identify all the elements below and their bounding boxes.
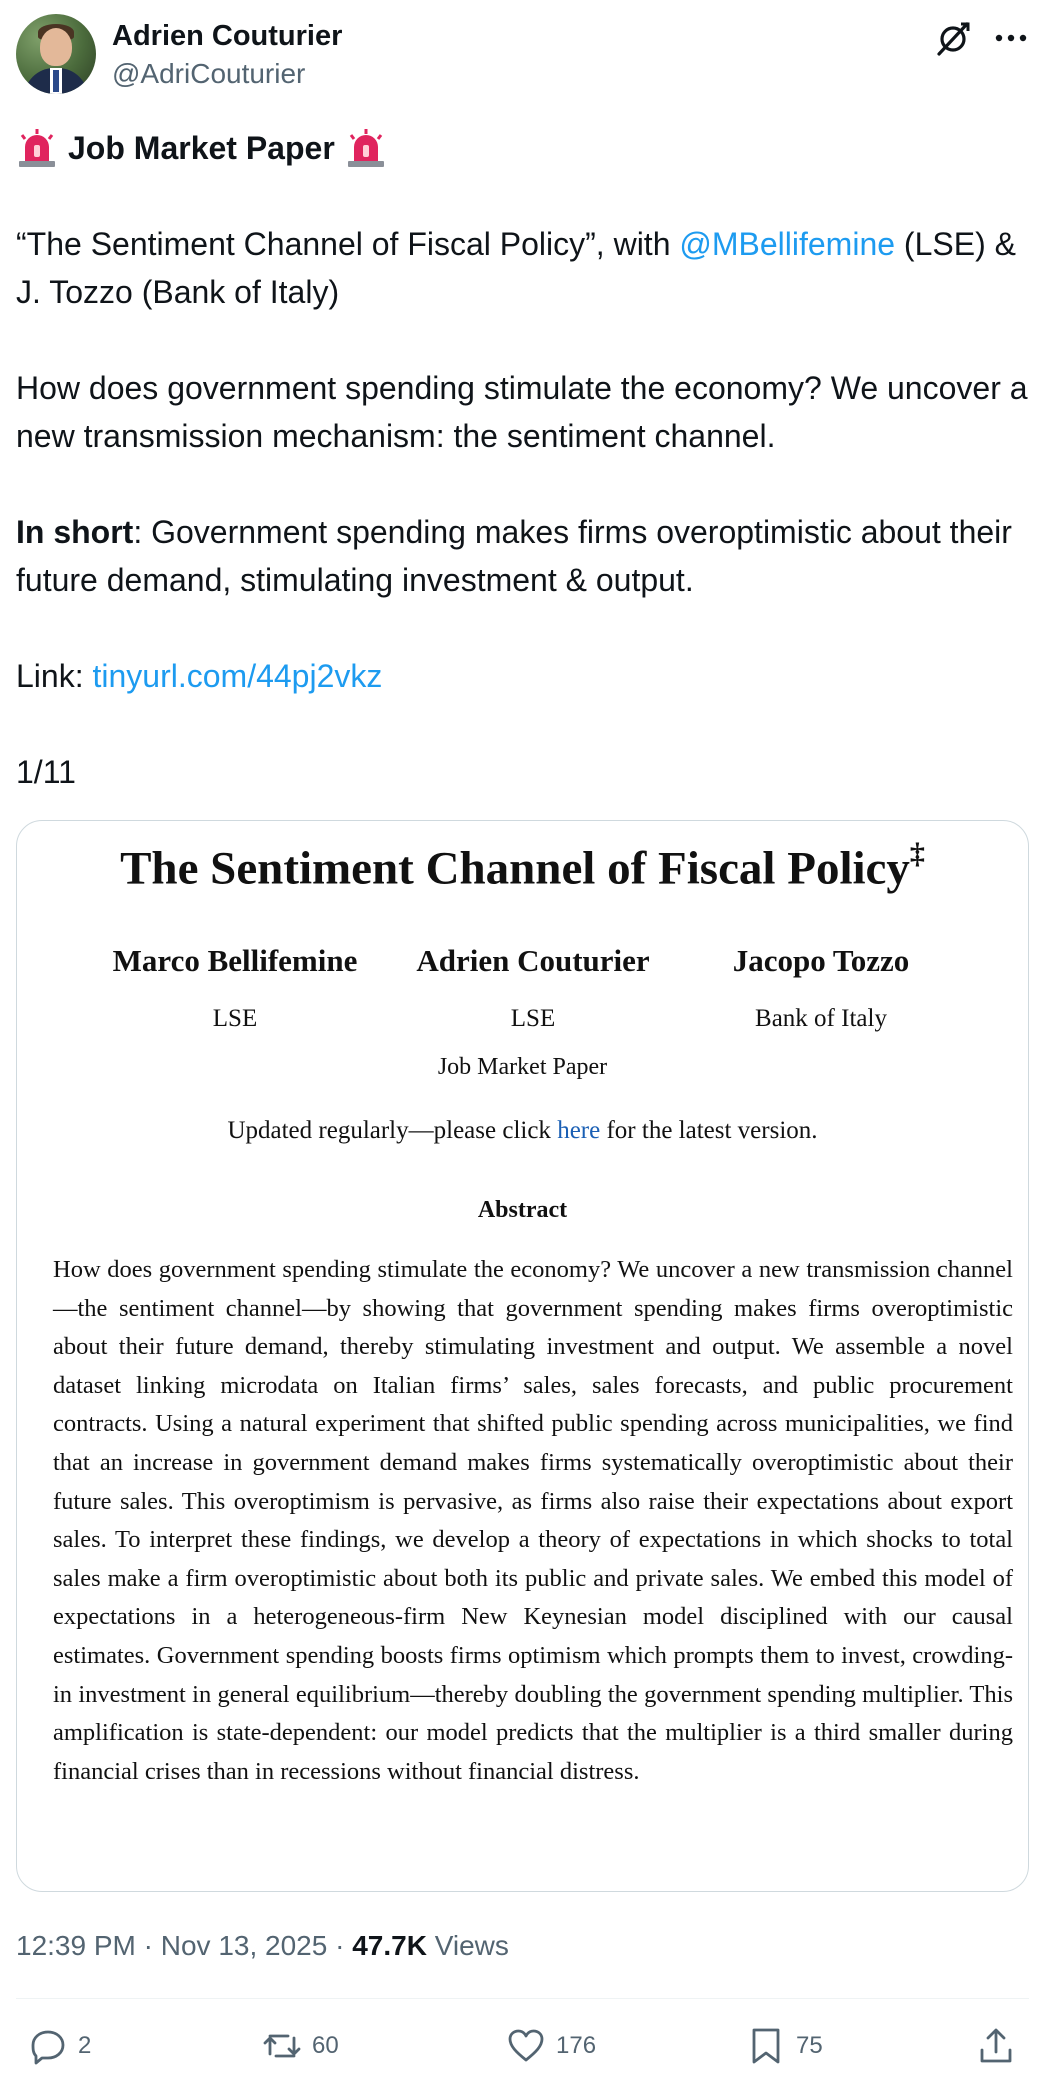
paper-author	[65, 943, 405, 1033]
divider	[16, 1998, 1029, 1999]
repost-count: 60	[312, 2032, 339, 2059]
here-link: here	[557, 1117, 601, 1144]
views-label: Views	[426, 1930, 509, 1961]
avatar[interactable]	[16, 14, 96, 94]
repost-button[interactable]	[262, 2024, 339, 2068]
grok-icon[interactable]	[933, 18, 973, 58]
author-affiliation: LSE	[212, 1005, 258, 1032]
updated-post: for the latest version.	[600, 1117, 818, 1144]
thread-counter: 1/11	[16, 754, 76, 790]
siren-emoji-icon	[16, 127, 58, 169]
like-count: 176	[556, 2032, 597, 2059]
question-paragraph: How does government spending stimulate the economy? We uncover a new transmission mechanism: the sentiment channel.	[16, 370, 1028, 454]
like-button[interactable]	[506, 2024, 596, 2068]
share-icon	[976, 2026, 1016, 2066]
tweet-meta	[16, 1930, 509, 1962]
reply-icon	[28, 2026, 68, 2066]
meta-separator: ·	[327, 1930, 353, 1961]
in-short-paragraph	[16, 508, 1029, 604]
mention-link[interactable]: @MBellifemine	[679, 226, 896, 262]
tweet-date[interactable]: Nov 13, 2025	[160, 1930, 328, 1961]
author-name: Marco Bellifemine	[112, 943, 358, 978]
heart-icon	[506, 2026, 546, 2066]
in-short-label: In short	[16, 514, 134, 550]
views-count: 47.7K	[352, 1930, 427, 1961]
link-paragraph	[16, 652, 1029, 700]
abstract-heading: Abstract	[477, 1197, 568, 1223]
display-name[interactable]: Adrien Couturier	[112, 20, 343, 52]
tweet-time[interactable]: 12:39 PM	[16, 1930, 136, 1961]
user-handle[interactable]: @AdriCouturier	[112, 58, 306, 89]
author-affiliation: LSE	[510, 1005, 556, 1032]
tweet-text	[16, 124, 1029, 796]
author-name: Adrien Couturier	[416, 943, 650, 978]
tweet-header	[16, 14, 1029, 96]
share-button[interactable]	[976, 2024, 1016, 2068]
action-bar	[16, 2024, 1029, 2068]
bookmark-count: 75	[796, 2032, 823, 2059]
coauthors-text: (LSE) & J. Tozzo (Bank of Italy)	[16, 226, 1016, 310]
paper-url-link[interactable]: tinyurl.com/44pj2vkz	[92, 658, 383, 694]
siren-emoji-icon	[345, 127, 387, 169]
paper-image-card[interactable]	[16, 820, 1029, 1892]
paper-label: Job Market Paper	[437, 1054, 608, 1080]
paper-title-mark: ‡	[909, 837, 925, 870]
paper-title-text: The Sentiment Channel of Fiscal Policy	[120, 842, 910, 895]
author-affiliation: Bank of Italy	[755, 1005, 887, 1032]
paper-author	[651, 943, 991, 1033]
updated-pre: Updated regularly—please click	[227, 1117, 558, 1144]
abstract-text: How does government spending stimulate the economy? We uncover a new transmission channel—the sentiment channel—by showing that government spending makes firms overoptimistic about their future demand, thereby stimulating investment and output. We assemble a novel dataset linking microdata on Italian firms’ sales, sales forecasts, and public procurement contracts. Using a natural experiment that shifted public spending across municipalities, we find that an increase in government demand makes firms systematically overoptimistic about their future sales. This overoptimism is pervasive, as firms also raise their expectations about export sales. To interpret these findings, we develop a theory of expectations in which shocks to total sales make a firm overoptimistic about both its public and private sales. We embed this model of expectations in a heterogeneous-firm New Keynesian model disciplined with our causal estimates. Government spending boosts firms optimism which prompts them to invest, crowding-in investment in general equilibrium—thereby doubling the government spending multiplier. This amplification is state-dependent: our model predicts that the multiplier is a third smaller during financial crises than in recessions without financial distress.	[53, 1256, 1013, 1785]
paper-title	[17, 837, 1028, 896]
author-name: Jacopo Tozzo	[732, 943, 910, 978]
reply-button[interactable]	[28, 2024, 91, 2068]
bookmark-button[interactable]	[746, 2024, 823, 2068]
in-short-text: : Government spending makes firms overoptimistic about their future demand, stimulating investment & output.	[16, 514, 1012, 598]
link-label: Link:	[16, 658, 93, 694]
tweet-title: Job Market Paper	[68, 130, 335, 166]
paper-updated-note	[17, 1117, 1028, 1145]
paper-mention-paragraph	[16, 220, 1029, 316]
tweet-title-line	[16, 124, 1029, 172]
bookmark-icon	[746, 2026, 786, 2066]
meta-separator: ·	[135, 1930, 161, 1961]
reply-count: 2	[78, 2032, 92, 2059]
paper-quote: “The Sentiment Channel of Fiscal Policy”, with	[16, 226, 680, 262]
repost-icon	[262, 2026, 302, 2066]
more-icon[interactable]	[993, 18, 1029, 58]
